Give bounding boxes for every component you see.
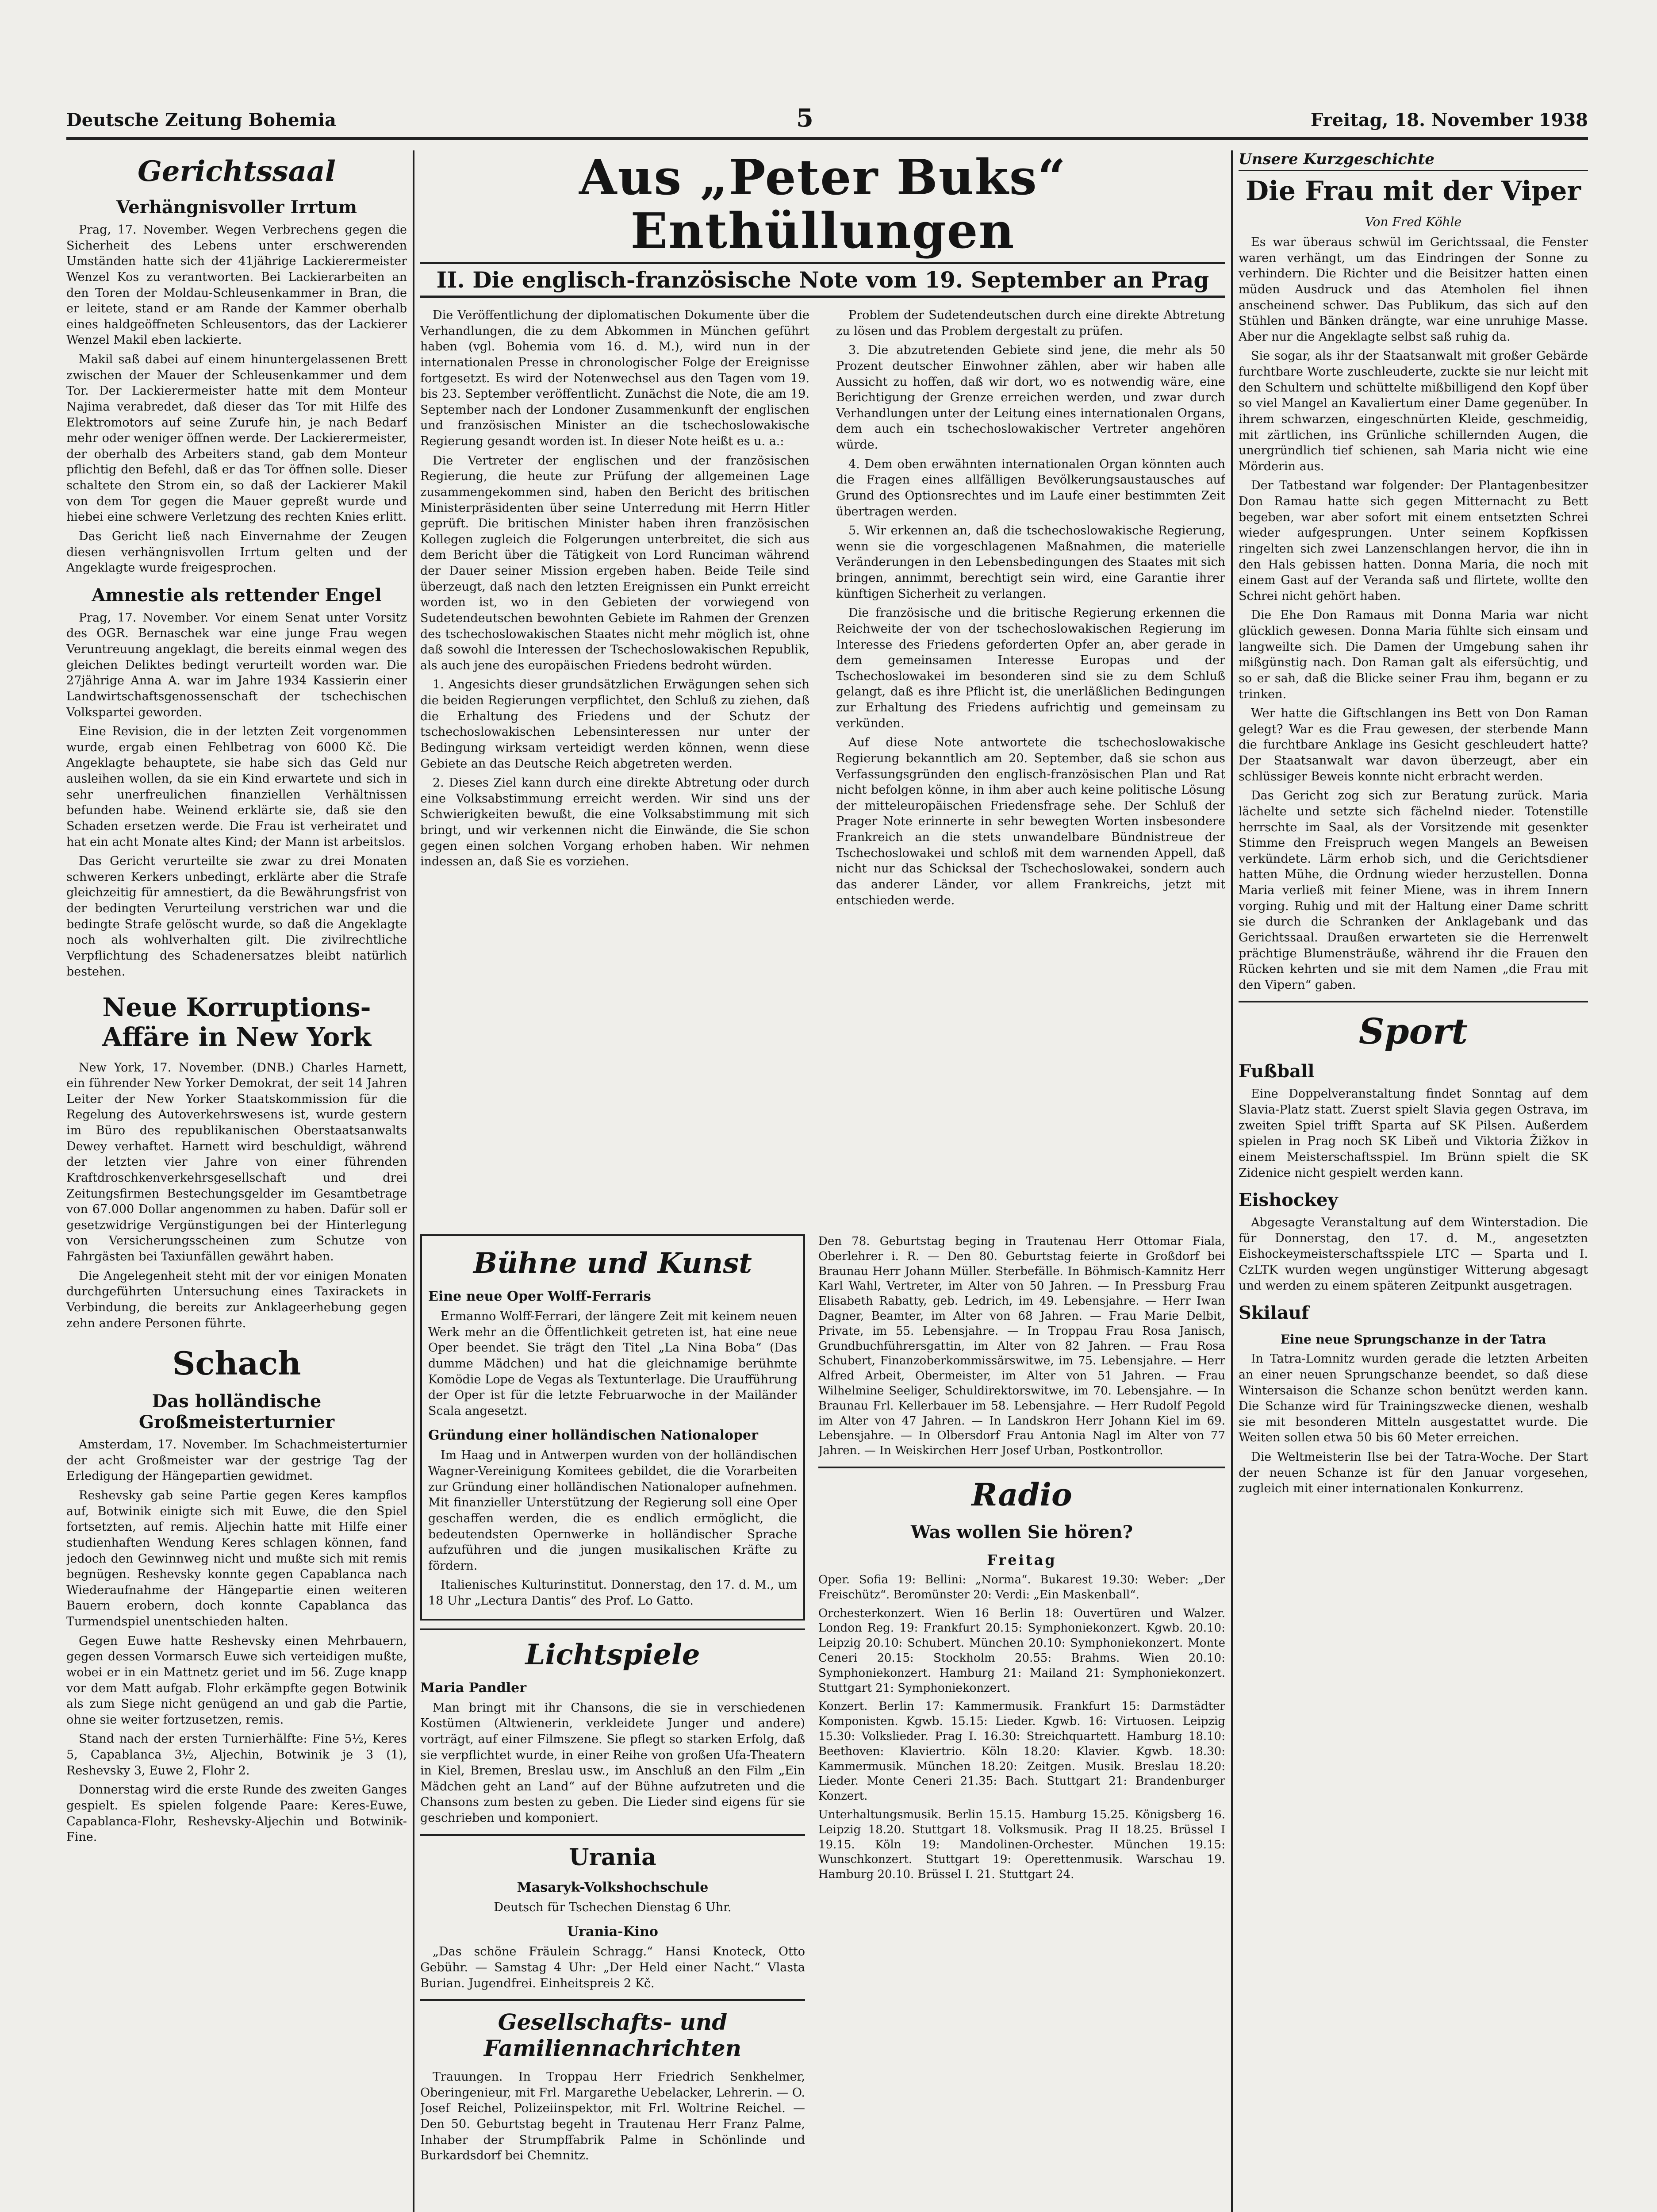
- article-paragraph: 3. Die abzutretenden Gebiete sind jene, die mehr als 50 Prozent deutscher Einwohner zählen, aber wir haben alle Aussicht zu hoffen, daß wir dort, wo es notwendig wäre, eine Berichtigung der Grenze erreichen werden, und zwar durch Verhandlungen unter der Leitung eines internationalen Organs, dem auch ein tschechoslowakischer Vertreter angehören würde.: [836, 343, 1225, 452]
- article-paragraph: Das Gericht verurteilte sie zwar zu drei Monaten schweren Kerkers unbedingt, erklärte aber die Strafe gleichzeitig für amnestiert, da die Bewährungsfrist von der bedingten Verurteilung verstrichen war und die bedingte Strafe gelöscht wurde, so daß die Angeklagte noch als wohlverhalten gilt. Die zivilrechtliche Verpflichtung des Schadenersatzes bleibt natürlich bestehen.: [66, 854, 407, 979]
- radio-listing: Unterhaltungsmusik. Berlin 15.15. Hamburg 15.25. Königsberg 16. Leipzig 18.20. Stuttgart 18. Volksmusik. Prag II 18.25. Brüssel I 19.15. Köln 19: Mandolinen-Orchester. München 19.15: Wunschkonzert. Stuttgart 19: Operettenmusik. Warschau 19. Hamburg 20.10. Brüssel I. 21. Stuttgart 24.: [818, 1808, 1225, 1882]
- radio-listing: Konzert. Berlin 17: Kammermusik. Frankfurt 15: Darmstädter Komponisten. Kgwb. 15.15: Lieder. Kgwb. 16: Virtuosen. Leipzig 15.30: Volkslieder. Prag I. 16.30: Streichquartett. Hamburg 18.10: Beethoven: Klaviertrio. Köln 18.20: Klavier. Kgwb. 18.30: Kammermusik. München 18.20: Zeitgen. Musik. Breslau 18.20: Lieder. Monte Ceneri 21.35: Bach. Stuttgart 21: Brandenburger Konzert.: [818, 1700, 1225, 1803]
- article-paragraph: Die Veröffentlichung der diplomatischen Dokumente über die Verhandlungen, die zu dem Abkommen in München geführt haben (vgl. Bohemia vom 16. d. M.), wird nun in der internationalen Presse in chronologischer Folge der Ereignisse fortgesetzt. Es wird der Notenwechsel aus den Tagen vom 19. bis 23. September veröffentlicht. Zunächst die Note, die am 19. September nach der Londoner Zusammenkunft der englischen und französischen Minister an die tschechoslowakische Regierung gesandt worden ist. In dieser Note heißt es u. a.:: [420, 308, 809, 448]
- article-paragraph: Amsterdam, 17. November. Im Schachmeisterturnier der acht Großmeister war der gestrige Tag der Erledigung der Hängepartien gewidmet.: [66, 1438, 407, 1483]
- article-title: Eishockey: [1239, 1190, 1338, 1211]
- story-title: Die Frau mit der Viper: [1246, 176, 1581, 207]
- article-subtitle: Eine neue Sprungschanze in der Tatra: [1280, 1332, 1546, 1347]
- article-title: Maria Pandler: [420, 1680, 526, 1696]
- article-title: Gründung einer holländischen Nationaloper: [428, 1428, 758, 1444]
- article-paragraph: Reshevsky gab seine Partie gegen Keres kampflos auf, Botwinik einigte sich mit Euwe, die den Spiel fortsetzten, auf remis. Aljechin hatte mit Hilfe einer studienhaften Wendung Keres schlagen können, fand jedoch den Gewinnweg nicht und mußte sich mit remis begnügen. Reshevsky konnte gegen Capablanca nach Wiederaufnahme der Hängepartie einen weiteren Bauern erobern, doch konnte Capablanca das Turmendspiel unentschieden halten.: [66, 1489, 407, 1628]
- article-paragraph: 2. Dieses Ziel kann durch eine direkte Abtretung oder durch eine Volksabstimmung erreicht werden. Wir sind uns der Schwierigkeiten bewußt, die eine Volksabstimmung mit sich bringt, und wir verkennen nicht die Einwände, die Sie schon gegen einen solchen Vorgang erhoben haben. Wir nehmen indessen an, daß Sie es vorziehen.: [420, 776, 809, 869]
- section-title: Radio: [971, 1476, 1072, 1513]
- article-paragraph: Italienisches Kulturinstitut. Donnerstag, den 17. d. M., um 18 Uhr „Lectura Dantis“ des Prof. Lo Gatto.: [428, 1578, 797, 1608]
- main-subheadline: II. Die englisch-französische Note vom 19. September an Prag: [420, 262, 1225, 298]
- main-body-left: [420, 307, 809, 873]
- story-paragraph: Das Gericht zog sich zur Beratung zurück. Maria lächelte und setzte sich fächelnd nieder. Totenstille herrschte im Saal, als der Vorsitzende mit gesenkter Stimme den Freispruch wegen Mangels an Beweisen verkündete. Lärm erhob sich, und die Gerichtsdiener hatten Mühe, die Ordnung wieder herzustellen. Donna Maria verließ mit feiner Miene, was in ihrem Innern vorging. Ruhig und mit der Haltung einer Dame schritt sie durch die Schranken der Anklagebank und das Gerichtssaal. Draußen erwarteten sie die Herrenwelt prächtige Blumensträuße, während ihr die Frauen den Rücken kehrten und sie mit dem Namen „die Frau mit den Vipern“ gaben.: [1239, 789, 1588, 992]
- divider: [420, 1999, 805, 2001]
- section-title: Bühne und Kunst: [473, 1247, 752, 1280]
- story-paragraph: Der Tatbestand war folgender: Der Plantagenbesitzer Don Ramau hatte sich gegen Mitternacht zu Bett begeben, war aber sofort mit einem entsetzten Schrei wieder aufgesprungen. Unter seinem Kopfkissen ringelten sich zwei Lanzenschlangen hervor, die ihn in den Hals gebissen hatten. Donna Maria, die noch mit einem Gast auf der Veranda saß und flirtete, wollte den Schrei nicht gehört haben.: [1239, 479, 1588, 603]
- article-paragraph: Prag, 17. November. Vor einem Senat unter Vorsitz des OGR. Bernaschek war eine junge Frau wegen Veruntreuung angeklagt, die bereits einmal wegen des gleichen Deliktes bedingt verurteilt worden war. Die 27jährige Anna A. war im Jahre 1934 Kassierin einer Landwirtschaftsgenossenschaft der tschechischen Volkspartei geworden.: [66, 611, 407, 719]
- article-paragraph: Im Haag und in Antwerpen wurden von der holländischen Wagner-Vereinigung Komitees gebildet, die die Vorarbeiten zur Gründung einer holländischen Nationaloper aufnehmen. Mit finanzieller Unterstützung der Regierung soll eine Oper geschaffen werden, die es endlich ermöglicht, die bedeutendsten Opernwerke in holländischer Sprache aufzuführen und die jungen musikalischen Kräfte zu fördern.: [428, 1448, 797, 1573]
- buehne-box: [420, 1234, 805, 1621]
- article-paragraph: Auf diese Note antwortete die tschechoslowakische Regierung bekanntlich am 20. September, daß sie schon aus Verfassungsgründen den englisch-französischen Plan und Rat nicht befolgen könne, in ihm aber auch keine politische Lösung der mitteleuropäischen Friedensfrage sehe. Der Schluß der Prager Note erinnerte in sehr bewegten Worten insbesondere Frankreich an die stets unwandelbare Bündnistreue der Tschechoslowakei und schloß mit dem warnenden Appell, daß nicht nur das Schicksal der Tschechoslowakei, sondern auch das anderer Länder, vor allem Frankreichs, jetzt mit entschieden werde.: [836, 736, 1225, 907]
- divider: [420, 1628, 805, 1630]
- article-paragraph: Abgesagte Veranstaltung auf dem Winterstadion. Die für Donnerstag, den 17. d. M., angesetzten Eishockeymeisterschaftsspiele LTC — Sparta und I. CzLTK wurden wegen ungünstiger Witterung abgesagt und werden zu einem späteren Zeitpunkt ausgetragen.: [1239, 1216, 1588, 1293]
- header-date: Freitag, 18. November 1938: [1310, 110, 1588, 131]
- story-paragraph: Es war überaus schwül im Gerichtssaal, die Fenster waren verhängt, um das Eindringen der Sonne zu verhindern. Die Richter und die Beisitzer hatten einen müden Ausdruck und das Atemholen fiel ihnen anscheinend schwer. Das Publikum, das sich auf den Stühlen und Bänken drängte, war eine unruhige Masse. Aber nur die Angeklagte selbst saß ruhig da.: [1239, 235, 1588, 344]
- radio-listing: Oper. Sofia 19: Bellini: „Norma“. Bukarest 19.30: Weber: „Der Freischütz“. Beromünster 20: Verdi: „Ein Maskenball“.: [818, 1573, 1225, 1601]
- article-paragraph: 5. Wir erkennen an, daß die tschechoslowakische Regierung, wenn sie die vorgeschlagenen Maßnahmen, die materielle Veränderungen in den Lebensbedingungen des Staates mit sich bringen, annimmt, berechtigt sein wird, eine Garantie ihrer künftigen Sicherheit zu verlangen.: [836, 524, 1225, 601]
- article-paragraph: Die Vertreter der englischen und der französischen Regierung, die heute zur Prüfung der allgemeinen Lage zusammengekommen sind, haben den Bericht des britischen Ministerpräsidenten über seine Unterredung mit Herrn Hitler geprüft. Die britischen Minister haben ihren französischen Kollegen zugleich die Folgerungen unterbreitet, die sich aus dem Bericht über die Tätigkeit von Lord Runciman während der Dauer seiner Mission ergeben haben. Beide Teile sind überzeugt, daß nach den letzten Ereignissen ein Punkt erreicht worden ist, wo in den Gebieten der vorwiegend von Sudetendeutschen bewohnten Gebiete im Rahmen der Grenzen des tschechoslowakischen Staates nicht mehr möglich ist, ohne daß sowohl die Interessen der Tschechoslowakischen Republik, als auch jene des europäischen Friedens bedroht würden.: [420, 453, 809, 672]
- section-title: Gerichtssaal: [138, 155, 336, 188]
- article-paragraph: Das Gericht ließ nach Einvernahme der Zeugen diesen verhängnisvollen Irrtum gelten und der Angeklagte wurde freigesprochen.: [66, 529, 407, 575]
- article-paragraph: Trauungen. In Troppau Herr Friedrich Senkhelmer, Oberingenieur, mit Frl. Margarethe Uebelacker, Lehrerin. — O. Josef Reichel, Polizeiinspektor, mit Frl. Woltrine Reichel. — Den 50. Geburtstag begeht in Trautenau Herr Franz Palme, Inhaber der Strumpffabrik Palme in Schönlinde und Burkardsdorf bei Chemnitz.: [420, 2070, 805, 2163]
- story-paragraph: Wer hatte die Giftschlangen ins Bett von Don Raman gelegt? War es die Frau gewesen, der sterbende Mann die furchtbare Anklage ins Gesicht geschleudert hatte? Der Staatsanwalt war davon überzeugt, aber ein schlüssiger Beweis konnte nicht erbracht werden.: [1239, 707, 1588, 783]
- article-paragraph: 1. Angesichts dieser grundsätzlichen Erwägungen sehen sich die beiden Regierungen verpflichtet, den Schluß zu ziehen, daß die Erhaltung des Friedens und der Schutz der tschechoslowakischen Lebensinteressen nur unter der Bedingung wirksam verteidigt werden können, wenn diese Gebiete an das Deutsche Reich abgetreten werden.: [420, 678, 809, 771]
- article-paragraph: Makil saß dabei auf einem hinuntergelassenen Brett zwischen der Mauer der Schleusenkammer und dem Tor. Der Lackierermeister hatte mit dem Monteur Najima verabredet, daß dieser das Tor mit Hilfe des Elektromotors auf seine Zurufe hin, je nach Bedarf mehr oder weniger öffnen werde. Der Lackierermeister, der oberhalb des Arbeiters stand, gab dem Monteur pflichtig den Befehl, daß er das Tor öffnen solle. Dieser schaltete den Strom ein, so daß der Lackierer Makil von dem Tor gegen die Mauer gepreßt wurde und hiebei eine schwere Verletzung des rechten Knies erlitt.: [66, 353, 407, 524]
- radio-section: [818, 1476, 1225, 1882]
- article-title: Das holländische Großmeisterturnier: [138, 1391, 335, 1433]
- article-title: Fußball: [1239, 1061, 1315, 1082]
- article-paragraph: Deutsch für Tschechen Dienstag 6 Uhr.: [494, 1900, 732, 1914]
- article-paragraph: New York, 17. November. (DNB.) Charles Harnett, ein führender New Yorker Demokrat, der seit 14 Jahren Leiter der New Yorker Staatskommission für die Regelung des Autoverkehrswesens ist, wurde gestern im Büro des republikanischen Oberstaatsanwalts Dewey verhaftet. Harnett wird beschuldigt, während der letzten vier Jahre von einer führenden Kraftdroschkenverkehrsgesellschaft und drei Zeitungsfirmen Bestechungsgelder im Gesamtbetrage von 67.000 Dollar angenommen zu haben. Dafür soll er gesetzwidrige Vergünstigungen bei der Hinterlegung von Versicherungsscheinen zum Schutze von Fahrgästen bei Taxiunfällen gewährt haben.: [66, 1060, 407, 1263]
- article-title: Skilauf: [1239, 1302, 1309, 1324]
- notices-radio-column: [818, 1234, 1225, 2212]
- family-notices: Den 78. Geburtstag beging in Trautenau Herr Ottomar Fiala, Oberlehrer i. R. — Den 80. Geburtstag feierte in Großdorf bei Braunau Herr Johann Müller. Sterbefälle. In Böhmisch-Kamnitz Herr Karl Wahl, Vertreter, im Alter von 50 Jahren. — In Pressburg Frau Elisabeth Rabatty, geb. Ledrich, im 49. Lebensjahre. — Herr Iwan Dagner, Beamter, im Alter von 68 Jahren. — Frau Marie Delbit, Private, im 55. Lebensjahre. — In Troppau Frau Rosa Janisch, Grundbuchführersgattin, im Alter von 82 Jahren. — Frau Rosa Schubert, Finanzoberkommissärswitwe, im 75. Lebensjahre. — Herr Alfred Arbeit, Obermeister, im Alter von 51 Jahren. — Frau Wilhelmine Seeliger, Schuldirektorswitwe, im 70. Lebensjahre. — In Braunau Frl. Kellerbauer im 58. Lebensjahre. — Herr Rudolf Pegold im Alter von 47 Jahren. — In Landskron Herr Johann Kiel im 69. Lebensjahre. — In Olbersdorf Frau Antonia Nagl im Alter von 77 Jahren. — In Weiskirchen Herr Josef Urban, Postkontrollor.: [818, 1235, 1225, 1458]
- column-right: [1239, 150, 1588, 2212]
- article-title: Amnestie als rettender Engel: [92, 584, 382, 606]
- article-paragraph: Die Weltmeisterin Ilse bei der Tatra-Woche. Der Start der neuen Schanze ist für den Januar vorgesehen, zugleich mit einer internationalen Konkurrenz.: [1239, 1450, 1588, 1496]
- story-paragraph: Sie sogar, als ihr der Staatsanwalt mit großer Gebärde furchtbare Worte zuschleuderte, zuckte sie nur leicht mit den Schultern und schüttelte mißbilligend den Kopf über so viel Mangel an Kavaliertum einer Dame gegenüber. In ihrem schwarzen, eingeschnürten Kleide, geschmeidig, mit zärtlichen, ins Grünliche schillernden Augen, die unergründlich tief schienen, sah Maria nicht wie eine Mörderin aus.: [1239, 349, 1588, 473]
- section-title: Gesellschafts- und Familiennachrichten: [483, 2009, 742, 2062]
- article-paragraph: Donnerstag wird die erste Runde des zweiten Ganges gespielt. Es spielen folgende Paare: Keres-Euwe, Capablanca-Flohr, Reshevsky-Aljechin und Botwinik-Fine.: [66, 1783, 407, 1844]
- newspaper-page: [66, 102, 1588, 2212]
- article-paragraph: Problem der Sudetendeutschen durch eine direkte Abtretung zu lösen und das Problem dergestalt zu prüfen.: [836, 308, 1225, 338]
- article-title: Masaryk-Volkshochschule: [517, 1879, 709, 1895]
- story-byline: Von Fred Köhle: [1365, 215, 1462, 229]
- header-masthead: Deutsche Zeitung Bohemia: [66, 110, 336, 131]
- story-paragraph: Die Ehe Don Ramaus mit Donna Maria war nicht glücklich gewesen. Donna Maria fühlte sich einsam und langweilte sich. Die Damen der Umgebung sahen ihr mißgünstig nach. Don Raman galt als eifersüchtig, und so er sah, daß die Blicke seiner Frau ihm, begann er zu trinken.: [1239, 608, 1588, 701]
- header-page-number: 5: [796, 104, 813, 133]
- article-paragraph: Stand nach der ersten Turnierhälfte: Fine 5½, Keres 5, Capablanca 3½, Aljechin, Botwinik je 3 (1), Reshevsky 3, Euwe 2, Flohr 2.: [66, 1732, 407, 1778]
- section-title: Lichtspiele: [525, 1638, 700, 1671]
- column-rule-2: [1231, 150, 1233, 2212]
- article-headline: Neue Korruptions-Affäre in New York: [102, 992, 372, 1052]
- article-paragraph: Ermanno Wolff-Ferrari, der längere Zeit mit keinem neuen Werk mehr an die Öffentlichkeit getreten ist, hat eine neue Oper beendet. Sie trägt den Titel „La Nina Boba“ (Das dumme Mädchen) und hat die gleichnamige berühmte Komödie Lope de Vegas als Textunterlage. Die Uraufführung der Oper ist für die letzte Februarwoche in der Mailänder Scala angesetzt.: [428, 1310, 797, 1418]
- column-left: [66, 150, 407, 2212]
- section-title-schach: Schach: [172, 1344, 301, 1382]
- article-paragraph: Die französische und die britische Regierung erkennen die Reichweite der von der tschechoslowakischen Regierung im Interesse des Friedens geforderten Opfer an, aber gerade in dem gemeinsamen Interesse Europas und der Tschechoslowakei im besonderen sind sie zu dem Schluß gelangt, daß es ihre Pflicht ist, die unerläßlichen Bedingungen zur Erhaltung des Friedens aufrichtig und gemeinsam zu verkünden.: [836, 606, 1225, 730]
- divider: [818, 1467, 1225, 1468]
- article-paragraph: Gegen Euwe hatte Reshevsky einen Mehrbauern, gegen dessen Vormarsch Euwe sich verteidigen mußte, wobei er in ein Mattnetz geriet und im 56. Zuge knapp vor dem Matt aufgab. Flohr erkämpfte gegen Botwinik als zum Siege nicht genügend an und gab die Partie, ohne sie weiter fortzusetzen, remis.: [66, 1634, 407, 1727]
- article-paragraph: 4. Dem oben erwähnten internationalen Organ könnten auch die Fragen eines allfälligen Bevölkerungsaustausches auf Grund des Optionsrechtes und im Laufe einer bestimmten Zeit übertragen werden.: [836, 457, 1225, 518]
- article-paragraph: In Tatra-Lomnitz wurden gerade die letzten Arbeiten an einer neuen Sprungschanze beendet, so daß diese Wintersaison die Schanze schon benützt werden kann. Die Schanze wird für Trainingszwecke dienen, weshalb sie mit besonderen Mitteln ausgestattet wurde. Die Weiten sollen etwa 50 bis 60 Meter erreichen.: [1239, 1352, 1588, 1445]
- column-rule-1: [413, 150, 414, 2212]
- article-paragraph: Man bringt mit ihr Chansons, die sie in verschiedenen Kostümen (Altwienerin, verkleidete Junger und andere) vorträgt, auf einer Filmszene. Sie pflegt so starken Erfolg, daß sie verpflichtet wurde, in einer Reihe von großen Ufa-Theatern in Kiel, Bremen, Breslau usw., im Anschluß an den Film „Ein Mädchen geht an Land“ auf der Bühne aufzutreten und die Chansons zum besten zu geben. Die Lieder sind eigens für sie geschrieben und komponiert.: [420, 1701, 805, 1825]
- divider: [1239, 1001, 1588, 1002]
- section-title: Urania: [569, 1843, 656, 1871]
- article-paragraph: „Das schöne Fräulein Schragg.“ Hansi Knoteck, Otto Gebühr. — Samstag 4 Uhr: „Der Held einer Nacht.“ Vlasta Burian. Jugendfrei. Einheitspreis 2 Kč.: [420, 1945, 805, 1990]
- section-title-sport: Sport: [1358, 1010, 1468, 1052]
- radio-day: Freitag: [987, 1551, 1057, 1568]
- article-paragraph: Prag, 17. November. Wegen Verbrechens gegen die Sicherheit des Lebens unter erschwerenden Umständen hatte sich der 41jährige Lackierermeister Wenzel Kos zu verantworten. Bei Lackierarbeiten an den Toren der Moldau-Schleusenkammer in Bran, die er leitete, stand er am Rande der Kammer oberhalb eines haldgeöffneten Schleusentors, das der Lackierer Wenzel Makil eben lackierte.: [66, 223, 407, 347]
- radio-listing: Orchesterkonzert. Wien 16 Berlin 18: Ouvertüren und Walzer. London Reg. 19: Frankfurt 20.15: Symphoniekonzert. Kgwb. 20.10: Leipzig 20.10: Schubert. München 20.10: Symphoniekonzert. Monte Ceneri 20.15: Stockholm 20.55: Brahms. Wien 20.10: Symphoniekonzert. Hamburg 21: Mailand 21: Symphoniekonzert. Stuttgart 21: Symphoniekonzert.: [818, 1606, 1225, 1695]
- main-feature: [420, 150, 1225, 1230]
- article-title: Eine neue Oper Wolff-Ferraris: [428, 1289, 651, 1304]
- divider: [420, 1834, 805, 1836]
- article-paragraph: Die Angelegenheit steht mit der vor einigen Monaten durchgeführten Untersuchung eines Taxirackets in Verbindung, die bereits zur Anklageerhebung gegen zehn andere Personen führte.: [66, 1269, 407, 1330]
- culture-column: [420, 1234, 805, 2212]
- article-title: Verhängnisvoller Irrtum: [116, 197, 357, 218]
- main-headline: Aus „Peter Buks“ Enthüllungen: [579, 150, 1066, 259]
- article-title: Urania-Kino: [567, 1924, 658, 1940]
- main-body-right: [836, 307, 1225, 912]
- article-paragraph: Eine Doppelveranstaltung findet Sonntag auf dem Slavia-Platz statt. Zuerst spielt Slavia gegen Ostrava, im zweiten Spiel trifft Sparta auf SK Pilsen. Außerdem spielen in Prag noch SK Libeň und Viktoria Žižkov in einem Meisterschaftsspiel. Im Brünn spielt die SK Zidenice nicht gespielt werden kann.: [1239, 1087, 1588, 1180]
- article-paragraph: Eine Revision, die in der letzten Zeit vorgenommen wurde, ergab einen Fehlbetrag von 6000 Kč. Die Angeklagte behauptete, sie habe sich das Geld nur ausleihen wollen, da sie ein Kind erwartete und sich in sehr unerfreulichen finanziellen Verhältnissen befunden habe. Weinend erklärte sie, daß sie den Schaden ersetzen werde. Die Frau ist verheiratet und hat ein acht Monate altes Kind; der Mann ist arbeitslos.: [66, 725, 407, 849]
- page-header: [66, 102, 1588, 140]
- feature-kicker: Unsere Kurzgeschichte: [1239, 150, 1588, 171]
- article-title: Was wollen Sie hören?: [910, 1521, 1133, 1543]
